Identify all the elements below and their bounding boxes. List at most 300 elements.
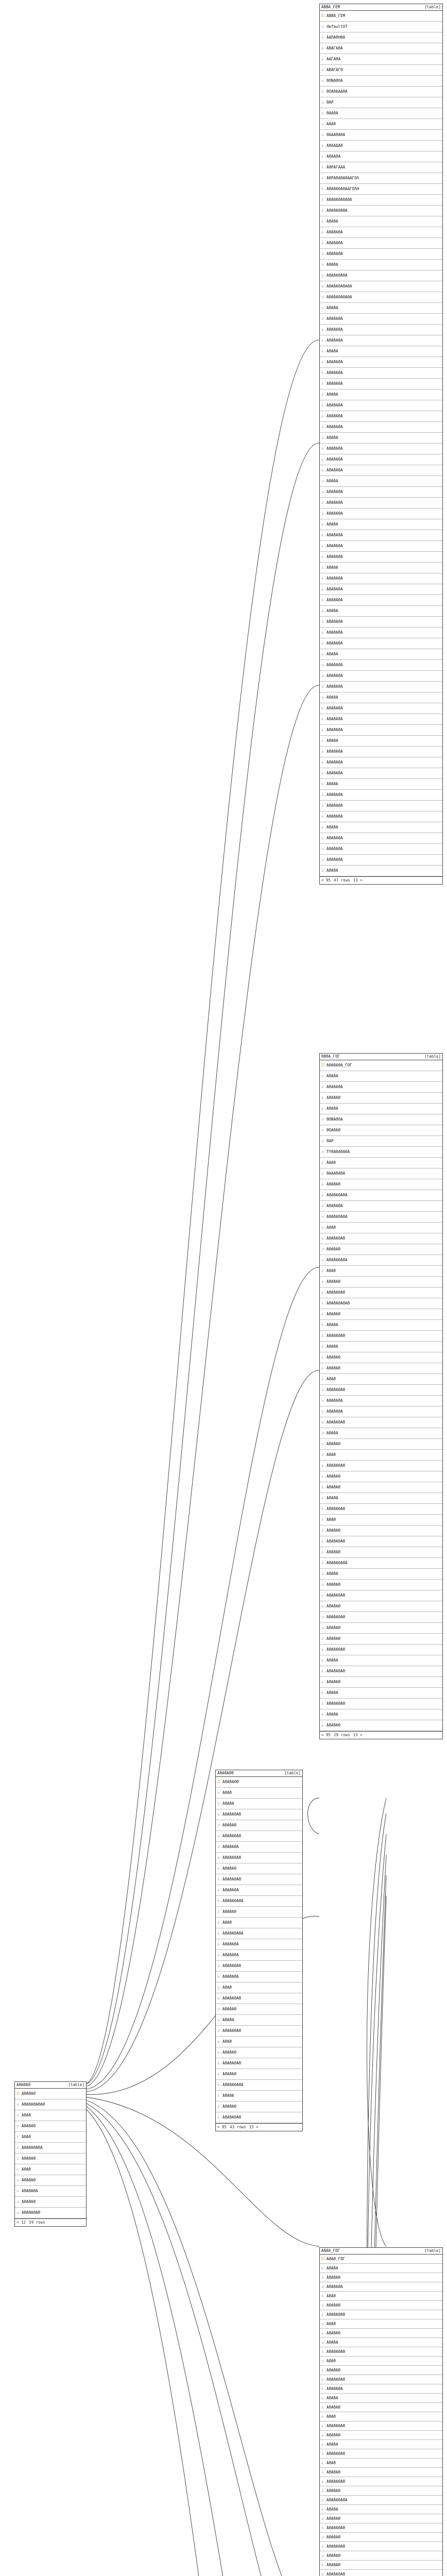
- table-row: [320, 617, 442, 628]
- column-name: ΑΘΑΘΑΘΑΘ: [326, 1647, 346, 1652]
- column-name: ΑΘΑΘΑΘΑ: [326, 836, 343, 840]
- table-row: [320, 2514, 442, 2523]
- table-row: [320, 573, 442, 584]
- table-row: [320, 1352, 442, 1363]
- table-row: [320, 2273, 442, 2282]
- column-name: ΑΘΑΘΑΘΑ: [326, 251, 343, 256]
- column-icon: ▫: [321, 598, 324, 602]
- table-row: [320, 1287, 442, 1298]
- table-row: [320, 2486, 442, 2496]
- column-icon: ▫: [321, 2275, 324, 2280]
- column-icon: ▫: [321, 2414, 324, 2419]
- column-icon: ▫: [321, 316, 324, 321]
- column-icon: ▫: [321, 1333, 324, 1338]
- table-2[interactable]: [319, 1053, 443, 1739]
- column-name: ΘΑΑΘΑ: [326, 111, 338, 115]
- column-icon: ▫: [321, 1701, 324, 1706]
- column-name: ΑΘΑΘΑΘ: [326, 2331, 341, 2335]
- column-name: ΑΘΑΘΑΘΑ: [326, 641, 343, 646]
- table-6[interactable]: [14, 2081, 87, 2227]
- column-icon: ▫: [321, 1463, 324, 1468]
- column-name: ΑΘΑΘΑΘΑ: [326, 1204, 343, 1208]
- column-icon: ▫: [321, 349, 324, 353]
- table-row: [15, 2121, 86, 2132]
- column-icon: ▫: [321, 511, 324, 516]
- table-tag: [table]: [68, 2082, 84, 2087]
- column-name: ΑΘΑΘΑΘΑ: [326, 803, 343, 808]
- table-row: [320, 747, 442, 757]
- column-name: ΑΘΑΘΑΘ: [326, 2488, 341, 2493]
- table-row: [15, 2110, 86, 2121]
- column-icon: ▫: [321, 2303, 324, 2308]
- column-icon: ▫: [321, 554, 324, 559]
- table-row: [320, 1396, 442, 1406]
- column-name: ΑΘΑΘΑΘΑΘ: [326, 2451, 346, 2456]
- column-name: ΑΘΑΘΑΘΑΘ: [222, 1834, 242, 1838]
- table-row: [216, 2015, 302, 2026]
- column-icon: ▫: [321, 1723, 324, 1727]
- table-row: [320, 1082, 442, 1093]
- table-row: [320, 141, 442, 151]
- column-icon: ▫: [321, 89, 324, 94]
- table-row: [320, 563, 442, 573]
- column-icon: ▫: [321, 262, 324, 267]
- table-rows: [216, 1777, 302, 2123]
- column-name: ΑΘΑΘΑΘ: [222, 2072, 237, 2076]
- table-row: [320, 1450, 442, 1461]
- column-name: ΑΘΑΘΑΘ: [326, 2563, 341, 2567]
- column-icon: ▫: [321, 1236, 324, 1241]
- column-name: ΑΘΑΘ_ΓΟΓ: [326, 2257, 346, 2261]
- column-icon: ▫: [321, 2377, 324, 2382]
- table-row: [216, 2080, 302, 2091]
- table-row: [320, 2384, 442, 2394]
- column-icon: ▫: [321, 2386, 324, 2391]
- column-name: ΑΘΑΘ: [22, 2113, 31, 2117]
- column-icon: ▫: [321, 2526, 324, 2530]
- column-name: ΑΘΑΘΑΘ: [326, 1182, 341, 1187]
- table-row: [320, 216, 442, 227]
- column-name: ΑΘΑΘΑ: [326, 2507, 338, 2512]
- footer-nav-next[interactable]: 13 >: [353, 1733, 363, 1737]
- table-row: [216, 1982, 302, 1993]
- table-row: [320, 1212, 442, 1223]
- column-icon: ▫: [321, 338, 324, 343]
- table-row: [320, 389, 442, 400]
- column-name: ΑΘΑΘΑ: [326, 435, 338, 440]
- column-name: ΑΘΑΘΑΘ: [326, 2303, 341, 2308]
- table-row: [320, 671, 442, 682]
- column-icon: ▫: [321, 2294, 324, 2298]
- column-icon: ▫: [321, 2479, 324, 2484]
- table-row: [320, 487, 442, 498]
- column-name: ΑΘΑΘΑ: [326, 2266, 338, 2270]
- column-name: ΑΘΑΘ: [326, 1225, 336, 1230]
- column-name: ΑΒΑΓΑΓΟ: [326, 67, 343, 72]
- column-name: ΑΘΑΘΑ: [326, 825, 338, 829]
- column-icon: ▫: [321, 392, 324, 397]
- table-row: [15, 2175, 86, 2186]
- column-name: ΑΘΑΘΑΘΑΘΑΘΑ: [326, 295, 352, 299]
- footer-row-count: 29 rows: [334, 1733, 350, 1737]
- table-row: [320, 2319, 442, 2329]
- footer-nav-next[interactable]: 13 >: [353, 878, 363, 883]
- column-icon: ▫: [321, 251, 324, 256]
- column-name: ΑΘΑΑΘΑ: [326, 154, 341, 159]
- column-icon: ▫: [217, 1985, 220, 1990]
- column-name: ΑΘΑΘΑΘΑ: [326, 857, 343, 862]
- table-row: [320, 227, 442, 238]
- table-row: [320, 2310, 442, 2319]
- key-icon: ⚿: [217, 1780, 220, 1784]
- table-row: [320, 1331, 442, 1342]
- column-name: ΑΘΑΘΑΘΑ: [326, 846, 343, 851]
- column-icon: ▫: [321, 673, 324, 678]
- column-icon: ▫: [321, 771, 324, 775]
- table-row: [320, 519, 442, 530]
- column-icon: ▫: [321, 2321, 324, 2326]
- column-name: ΑΘΑΘ: [22, 2134, 31, 2139]
- column-name: ΑΘΑΘΑΘΑ: [326, 511, 343, 516]
- column-icon: ▫: [217, 1974, 220, 1979]
- column-name: ΑΘΑΘΑΘΑΘ: [326, 2544, 346, 2549]
- table-row: [216, 2037, 302, 2047]
- table-row: [320, 703, 442, 714]
- table-row: [320, 1655, 442, 1666]
- table-row: [320, 638, 442, 649]
- table-row: [320, 1439, 442, 1450]
- column-name: ΑΘΑΘΑΘ: [326, 1355, 341, 1360]
- column-name: ΑΘΑΘΑΘΑΘ: [326, 1669, 346, 1673]
- column-icon: ▫: [217, 1899, 220, 1903]
- column-icon: ▫: [16, 2178, 19, 2182]
- column-icon: ▫: [321, 78, 324, 83]
- column-icon: ▫: [321, 1636, 324, 1641]
- column-icon: ▫: [16, 2167, 19, 2172]
- column-name: ΑΘΑΘΑ: [326, 1431, 338, 1435]
- column-icon: ▫: [217, 2115, 220, 2120]
- column-name: ΑΘΡΑΓΑΑΑ: [326, 165, 346, 170]
- column-icon: ▫: [321, 1095, 324, 1100]
- column-name: ΑΘΑΘΑΘΑΘ: [326, 1615, 346, 1619]
- table-row: [320, 649, 442, 660]
- column-icon: ▫: [217, 1920, 220, 1925]
- column-icon: ▫: [321, 2368, 324, 2372]
- column-icon: ▫: [321, 706, 324, 710]
- column-icon: ▫: [321, 814, 324, 819]
- table-row: [320, 725, 442, 736]
- table-row: [320, 32, 442, 43]
- column-icon: ▫: [321, 1539, 324, 1544]
- column-name: ΑΘΑΘΑ: [326, 1106, 338, 1111]
- column-name: ΑΘΑΘΑ: [326, 1690, 338, 1695]
- column-icon: ▫: [321, 154, 324, 159]
- table-row: [15, 2154, 86, 2164]
- table-row: [15, 2208, 86, 2218]
- column-name: ΑΘΑΘΑΘ: [326, 2516, 341, 2521]
- column-icon: ▫: [321, 273, 324, 278]
- column-icon: ▫: [217, 1996, 220, 2001]
- column-icon: ▫: [321, 630, 324, 635]
- column-name: ΑΘΑΘΑΘΑ: [326, 370, 343, 375]
- table-row: [320, 76, 442, 87]
- column-icon: ▫: [321, 1647, 324, 1652]
- table-row: [320, 2301, 442, 2310]
- column-icon: ▫: [321, 1506, 324, 1511]
- column-icon: ▫: [217, 1963, 220, 1968]
- table-row: [320, 1320, 442, 1331]
- column-name: defaultUT: [326, 24, 348, 29]
- table-row: [320, 1688, 442, 1699]
- table-row: [320, 2449, 442, 2459]
- column-name: ΑΑΑΘ: [326, 122, 336, 126]
- column-icon: ▫: [321, 1690, 324, 1695]
- column-name: ΑΘΑΘΑΘΑΘΑ: [326, 1561, 348, 1565]
- column-name: ΑΘΑΘΑ: [326, 1658, 338, 1663]
- table-row: [320, 270, 442, 281]
- table-title: ΑΒΒΑ_ΓΕΜ: [321, 5, 340, 9]
- column-name: ΑΘΑΘΑΘ: [326, 1474, 341, 1479]
- column-name: ΑΘΑΘΑΘΑ: [326, 749, 343, 754]
- column-icon: ▫: [321, 1268, 324, 1273]
- column-name: ΑΘΑΘΑΘ: [22, 2178, 36, 2182]
- table-row: [320, 325, 442, 335]
- table-row: [320, 1709, 442, 1720]
- table-row: [320, 444, 442, 454]
- column-icon: ▫: [321, 176, 324, 180]
- table-row: [320, 498, 442, 509]
- footer-nav-prev[interactable]: < 12: [16, 2220, 26, 2225]
- table-header: [15, 2082, 86, 2089]
- table-row: [216, 1972, 302, 1982]
- footer-nav-prev[interactable]: < 95: [321, 1733, 331, 1737]
- column-icon: ▫: [321, 2405, 324, 2410]
- column-name: ΑΘΑΘΑΘΑ: [326, 2284, 343, 2289]
- column-icon: ▫: [16, 2113, 19, 2117]
- table-row: [320, 1569, 442, 1580]
- table-row: [320, 1136, 442, 1147]
- table-row: [320, 1363, 442, 1374]
- column-name: ΑΘΑΘ: [326, 1377, 336, 1381]
- table-row: [216, 1820, 302, 1831]
- table-row: [320, 2542, 442, 2551]
- column-name: ΑΘΑΘΑΘΑ: [326, 230, 343, 234]
- column-icon: ▫: [321, 500, 324, 505]
- column-name: ΑΘΑΘΑ: [326, 1344, 338, 1349]
- column-icon: ▫: [321, 111, 324, 115]
- table-row: [320, 628, 442, 638]
- column-name: ΑΘΑΘΑΘΑΘ: [326, 2572, 346, 2576]
- column-icon: ▫: [321, 284, 324, 289]
- column-name: ΑΘΑΘΑΘΑΘ: [326, 2349, 346, 2354]
- table-row: [320, 736, 442, 747]
- column-icon: ▫: [217, 2018, 220, 2022]
- column-icon: ▫: [321, 760, 324, 765]
- column-name: ΑΘΑΘΑΘΑ: [326, 1409, 343, 1414]
- table-rows: [320, 11, 442, 876]
- column-name: ΑΘΑΘΑ: [326, 782, 338, 786]
- table-row: [320, 119, 442, 130]
- column-icon: ▫: [321, 1550, 324, 1554]
- footer-nav-prev[interactable]: < 95: [321, 878, 331, 883]
- column-icon: ▫: [321, 143, 324, 148]
- table-row: [320, 346, 442, 357]
- column-name: ΑΘΑΘΑΘ: [326, 1528, 341, 1533]
- column-icon: ▫: [321, 2461, 324, 2465]
- table-1[interactable]: [319, 4, 443, 885]
- column-name: ΘΑΑΑΘΑΘΑ: [326, 1171, 346, 1176]
- table-row: [320, 2459, 442, 2468]
- column-icon: ▫: [321, 1279, 324, 1284]
- table-row: [320, 1547, 442, 1558]
- column-name: ΑΘΑΘΑΘ: [326, 1247, 341, 1251]
- table-row: [320, 768, 442, 779]
- column-name: ΑΘΑΘΑΘΑΘ: [326, 2377, 346, 2382]
- table-row: [320, 238, 442, 249]
- column-name: ΑΘΑΘΑΘΑ: [222, 1942, 239, 1946]
- table-row: [320, 1580, 442, 1590]
- table-row: [320, 303, 442, 314]
- table-row: [320, 790, 442, 801]
- table-row: [320, 660, 442, 671]
- column-name: ΑΘΑΘΑΘΑ: [326, 630, 343, 635]
- column-icon: ▫: [321, 1366, 324, 1370]
- column-icon: ▫: [321, 1355, 324, 1360]
- column-name: ΑΘΑΘΑΘΑ: [326, 500, 343, 505]
- column-name: ΤΥΘΑΘΑΘΑΘΑ: [326, 1149, 350, 1154]
- column-icon: ▫: [217, 2072, 220, 2076]
- table-row: [320, 1601, 442, 1612]
- column-name: ΑΘΑΘΑΘΑ: [326, 1084, 343, 1089]
- table-row: [320, 195, 442, 206]
- table-row: [320, 714, 442, 725]
- table-row: [216, 1896, 302, 1907]
- column-name: ΑΘΑΘΑ: [326, 392, 338, 397]
- column-name: ΘΑΑΑΘΑΘΑ: [326, 132, 346, 137]
- column-icon: ▫: [321, 717, 324, 721]
- column-name: ΑΘΑΘΑΘΑΘΑ: [326, 1214, 348, 1219]
- column-icon: ▫: [321, 619, 324, 624]
- key-icon: ⚿: [321, 13, 324, 18]
- table-row: [320, 97, 442, 108]
- table-row: [320, 281, 442, 292]
- column-icon: ▫: [321, 587, 324, 591]
- column-icon: ▫: [321, 1128, 324, 1132]
- table-row: [320, 368, 442, 379]
- column-name: ΑΘΑΘ: [326, 2321, 336, 2326]
- column-icon: ▫: [217, 2028, 220, 2033]
- column-name: ΑΘΑΘΑΘ: [326, 1604, 341, 1608]
- key-icon: ⚿: [321, 1063, 324, 1067]
- column-icon: ▫: [321, 2312, 324, 2317]
- column-icon: ▫: [321, 2488, 324, 2493]
- table-row: [320, 2357, 442, 2366]
- table-row: [320, 1720, 442, 1731]
- column-name: ΑΘΑΘΑ: [222, 2018, 234, 2022]
- column-name: ΑΘΑΘΑ: [326, 1323, 338, 1327]
- table-row: [320, 400, 442, 411]
- column-icon: ▫: [321, 1658, 324, 1663]
- column-name: ΑΘΑΘΑΘΑΘ: [326, 1333, 346, 1338]
- column-icon: ▫: [321, 792, 324, 797]
- table-row: [320, 2505, 442, 2514]
- footer-nav-prev[interactable]: < 95: [217, 2125, 227, 2129]
- column-name: ΑΘΑΘ: [326, 1452, 336, 1457]
- table-row: [320, 1147, 442, 1158]
- column-icon: ▫: [321, 1528, 324, 1533]
- column-name: ΑΘΑΘΑΘ: [326, 1095, 341, 1100]
- table-row: [15, 2132, 86, 2143]
- table-title: ΑΘΑΘΑΘΘ: [217, 1771, 234, 1775]
- column-icon: ▫: [217, 1877, 220, 1882]
- column-name: ΑΘΑΘΑΘΑΘ: [22, 2210, 41, 2215]
- table-row: [216, 1950, 302, 1961]
- column-name: ΑΘΑΘΑΘΑ: [326, 241, 343, 245]
- table-row: [320, 552, 442, 563]
- column-icon: ▫: [321, 1452, 324, 1457]
- table-3[interactable]: [319, 2247, 443, 2576]
- column-icon: ▫: [321, 1312, 324, 1316]
- table-row: [320, 1504, 442, 1515]
- table-header: [320, 4, 442, 11]
- column-icon: ▫: [321, 381, 324, 386]
- table-row: [320, 1677, 442, 1688]
- column-icon: ▫: [321, 468, 324, 472]
- column-icon: ▫: [16, 2124, 19, 2128]
- footer-row-count: 43 rows: [230, 2125, 246, 2129]
- column-name: ΑΘΑΘΑΘΑ: [326, 717, 343, 721]
- table-5[interactable]: [215, 1770, 303, 2131]
- column-name: ΑΘΑΘΑΘΑ: [326, 673, 343, 678]
- column-name: ΑΘΑΘΑ: [326, 479, 338, 483]
- column-name: ΑΘΑΘΑΘ: [326, 2470, 341, 2475]
- column-name: ΑΘΑΘΑΘΑ: [326, 544, 343, 548]
- table-row: [320, 1071, 442, 1082]
- table-row: [320, 1536, 442, 1547]
- column-name: ΑΘΑΘΑΘΑΘ: [326, 1387, 346, 1392]
- column-name: ΑΘΑΘΑΘΑΘ: [222, 1963, 242, 1968]
- column-name: ΑΘΑΘΑΘ: [326, 1312, 341, 1316]
- table-row: [320, 162, 442, 173]
- table-row: [320, 2412, 442, 2421]
- column-icon: ▫: [321, 446, 324, 451]
- column-icon: ▫: [321, 2442, 324, 2447]
- table-rows: [15, 2089, 86, 2218]
- column-name: ΑΘΑΘΑΘΑ: [326, 316, 343, 321]
- footer-nav-next[interactable]: 15 >: [249, 2125, 259, 2129]
- table-row: [320, 22, 442, 32]
- table-row: [216, 1799, 302, 1809]
- column-name: ΑΘΑΘΑΘ: [22, 2199, 36, 2204]
- column-name: ΑΘΑΘΑΘ: [326, 1550, 341, 1554]
- table-row: [320, 1493, 442, 1504]
- column-icon: ▫: [217, 2050, 220, 2055]
- table-row: [320, 108, 442, 119]
- column-name: ΑΘΑΘΑΘΑ: [326, 587, 343, 591]
- column-name: ΑΒΒΑ_ΓΕΜ: [326, 13, 346, 18]
- column-icon: ▫: [321, 1084, 324, 1089]
- footer-row-count: 47 rows: [334, 878, 350, 883]
- column-icon: ▫: [321, 295, 324, 299]
- table-row: [320, 1471, 442, 1482]
- column-icon: ▫: [321, 1561, 324, 1565]
- column-icon: ▫: [321, 1149, 324, 1154]
- column-name: ΑΘΑΘΑΘΑ: [222, 1844, 239, 1849]
- table-row: [216, 1853, 302, 1863]
- table-row: [216, 1788, 302, 1799]
- table-row: [320, 692, 442, 703]
- column-name: ΑΘΑΘΑ: [326, 608, 338, 613]
